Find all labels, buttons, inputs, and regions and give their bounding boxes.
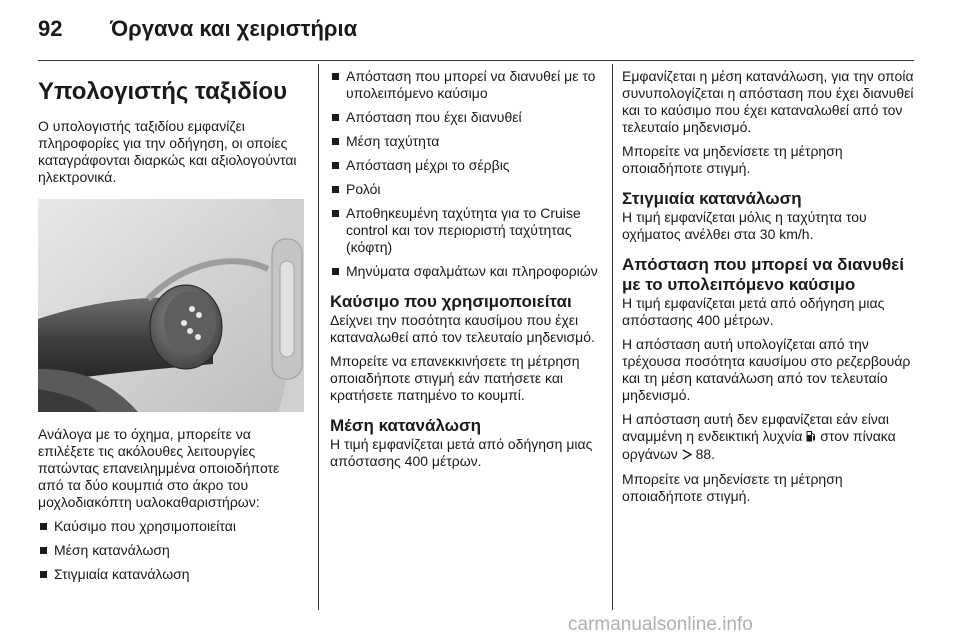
subsection-title-average-consumption: Μέση κατανάλωση	[330, 416, 482, 435]
list-item: Στιγμιαία κατανάλωση	[38, 566, 304, 583]
column-divider-right	[612, 64, 613, 610]
list-item: Μέση κατανάλωση	[38, 542, 304, 559]
list-item: Απόσταση που έχει διανυθεί	[330, 109, 602, 126]
range-calculation-paragraph: Η απόσταση αυτή υπολογίζεται από την τρέχουσα ποσότητα καυσίμου στο ρεζερβουάρ και τη μέση κατανάλωση από τον τελευταίο μηδενισμό.	[622, 336, 911, 403]
arrow-reference-icon	[682, 447, 692, 464]
stalk-photo-illustration	[38, 199, 304, 412]
function-list-part2	[330, 68, 602, 280]
list-item: Μέση ταχύτητα	[330, 133, 602, 150]
subsection-title-fuel-used: Καύσιμο που χρησιμοποιείται	[330, 292, 572, 311]
column-1	[38, 68, 304, 591]
range-warning-paragraph	[622, 411, 914, 464]
column-3	[622, 68, 914, 512]
range-warning-text: Η απόσταση αυτή δεν εμφανίζεται εάν είναι αναμμένη η ενδεικτική λυχνία	[622, 411, 890, 444]
list-item: Αποθηκευμένη ταχύτητα για το Cruise control και τον περιοριστή ταχύτητας (κόφτη)	[330, 205, 602, 256]
chapter-title: Όργανα και χειριστήρια	[110, 16, 358, 41]
function-list-part1	[38, 518, 304, 583]
average-consumption-continued: Εμφανίζεται η μέση κατανάλωση, για την οποία συνυπολογίζεται η απόσταση που έχει διανυθεί και το καύσιμο που έχει καταναλωθεί από τον τελευταίο μηδενισμό.	[622, 68, 914, 135]
intro-paragraph: Ο υπολογιστής ταξιδίου εμφανίζει πληροφορίες για την οδήγηση, οι οποίες καταγράφονται διαρκώς και αξιολογούνται ηλεκτρονικά.	[38, 118, 297, 185]
select-functions-paragraph: Ανάλογα με το όχημα, μπορείτε να επιλέξετε τις ακόλουθες λειτουργίες πατώντας επανειλημμένα οποιοδήποτε από τα δύο κουμπιά στο άκρο του μοχλοδιακόπτη υαλοκαθαριστήρων:	[38, 426, 280, 510]
steering-column-stalk-button-photo	[38, 199, 304, 412]
range-paragraph: Η τιμή εμφανίζεται μετά από οδήγηση μιας απόστασης 400 μέτρων.	[622, 295, 885, 328]
average-consumption-reset: Μπορείτε να μηδενίσετε τη μέτρηση οποιαδήποτε στιγμή.	[622, 143, 843, 176]
fuel-used-paragraph: Δείχνει την ποσότητα καυσίμου που έχει καταναλωθεί από τον τελευταίο μηδενισμό.	[330, 312, 595, 345]
list-item: Απόσταση μέχρι το σέρβις	[330, 157, 602, 174]
page-number: 92	[38, 16, 63, 41]
list-item: Μηνύματα σφαλμάτων και πληροφοριών	[330, 263, 602, 280]
watermark: carmanualsonline.info	[568, 614, 753, 635]
list-item: Ρολόι	[330, 181, 602, 198]
column-2	[330, 68, 602, 477]
subsection-title-instant-consumption: Στιγμιαία κατανάλωση	[622, 189, 802, 208]
fuel-used-reset-paragraph: Μπορείτε να επανεκκινήσετε τη μέτρηση οποιαδήποτε στιγμή εάν πατήσετε και κρατήσετε πατημένο το κουμπί.	[330, 353, 580, 403]
column-divider-left	[318, 64, 319, 610]
instant-consumption-paragraph: Η τιμή εμφανίζεται μόλις η ταχύτητα του οχήματος ανέλθει στα 30 km/h.	[622, 209, 867, 242]
list-item: Καύσιμο που χρησιμοποιείται	[38, 518, 304, 535]
average-consumption-paragraph: Η τιμή εμφανίζεται μετά από οδήγηση μιας απόστασης 400 μέτρων.	[330, 436, 593, 469]
section-title-trip-computer: Υπολογιστής ταξιδίου	[38, 78, 288, 105]
fuel-pump-icon	[806, 429, 816, 446]
header-rule	[38, 60, 914, 61]
subsection-title-range: Απόσταση που μπορεί να διανυθεί με το υπολειπόμενο καύσιμο	[622, 255, 904, 294]
page-reference-link[interactable]: 88.	[695, 446, 716, 462]
range-reset-paragraph: Μπορείτε να μηδενίσετε τη μέτρηση οποιαδήποτε στιγμή.	[622, 471, 843, 504]
range-warning-location: στον πίνακα οργάνων	[622, 428, 896, 462]
list-item: Απόσταση που μπορεί να διανυθεί με το υπολειπόμενο καύσιμο	[330, 68, 602, 102]
